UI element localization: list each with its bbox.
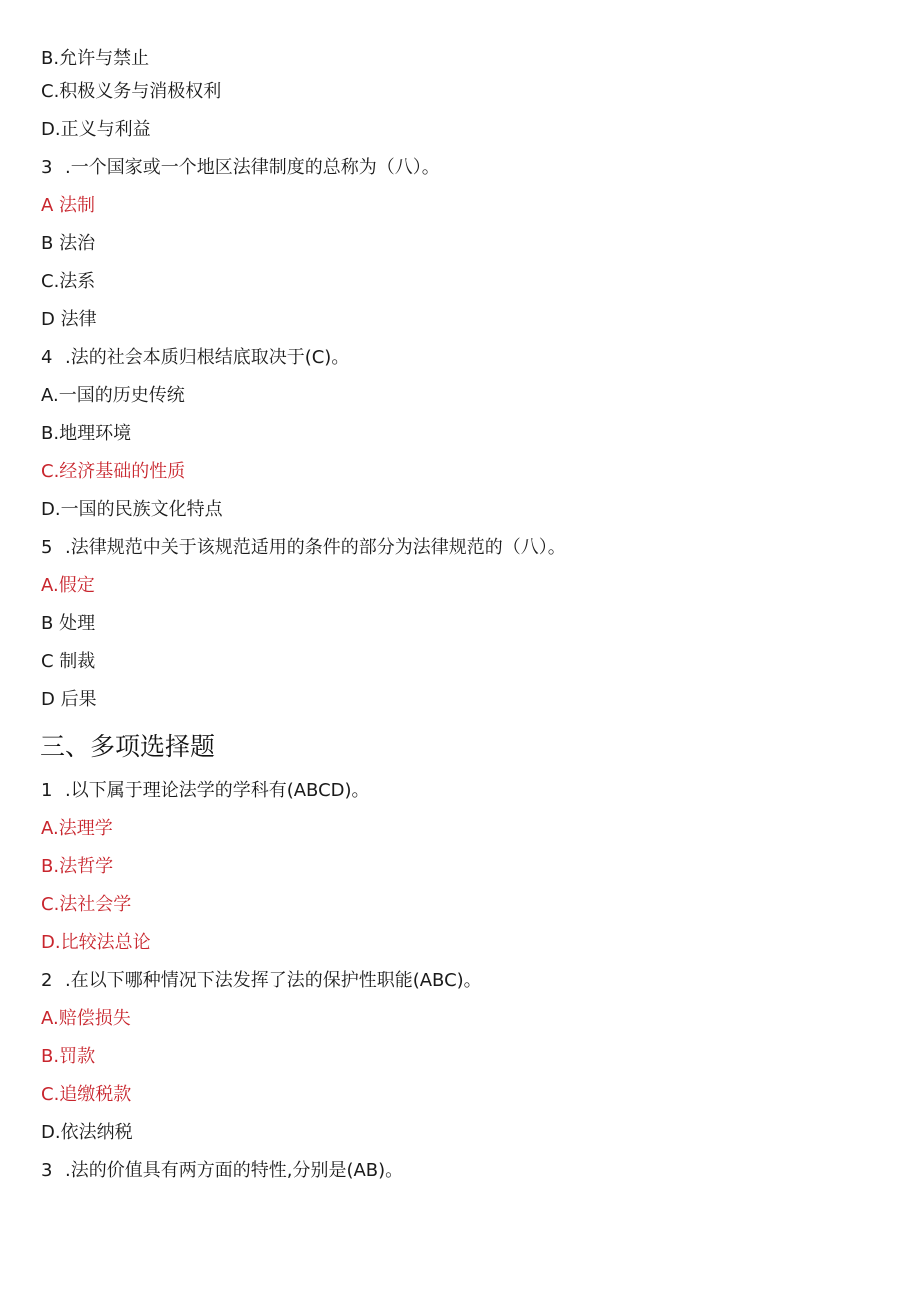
question-text: .法的社会本质归根结底取决于(C)。 <box>65 347 350 368</box>
question-line <box>41 969 482 993</box>
option-line: D.一国的民族文化特点 <box>41 499 223 520</box>
question-line <box>41 779 370 803</box>
option-line: C 制裁 <box>41 651 96 672</box>
option-line: B 处理 <box>41 613 96 634</box>
answer-option-line: A.赔偿损失 <box>41 1008 131 1029</box>
option-line: D 法律 <box>41 309 97 330</box>
option-line: C.法系 <box>41 271 96 292</box>
answer-option-line: C.法社会学 <box>41 894 132 915</box>
option-line: B.地理环境 <box>41 423 132 444</box>
option-line: D 后果 <box>41 689 97 710</box>
answer-option-line: A 法制 <box>41 195 96 216</box>
option-line: D.正义与利益 <box>41 119 151 140</box>
answer-option-line: A.假定 <box>41 575 95 596</box>
question-text: .一个国家或一个地区法律制度的总称为（八）。 <box>65 157 440 178</box>
section-heading: 三、多项选择题 <box>40 732 216 761</box>
question-line <box>41 346 349 370</box>
question-number: 5 <box>41 537 53 558</box>
option-line: A.一国的历史传统 <box>41 385 185 406</box>
question-line <box>41 156 440 180</box>
question-text: .在以下哪种情况下法发挥了法的保护性职能(ABC)。 <box>65 970 482 991</box>
question-number: 2 <box>41 970 53 991</box>
question-number: 1 <box>41 780 53 801</box>
option-line: B.允许与禁止 <box>41 48 150 69</box>
answer-option-line: C.经济基础的性质 <box>41 461 186 482</box>
option-line: D.依法纳税 <box>41 1122 133 1143</box>
option-line: C.积极义务与消极权利 <box>41 81 222 102</box>
question-line <box>41 536 566 560</box>
question-text: .以下属于理论法学的学科有(ABCD)。 <box>65 780 370 801</box>
answer-option-line: A.法理学 <box>41 818 113 839</box>
question-text: .法律规范中关于该规范适用的条件的部分为法律规范的（八）。 <box>65 537 566 558</box>
option-line: B 法治 <box>41 233 96 254</box>
question-line <box>41 1159 403 1183</box>
answer-option-line: B.罚款 <box>41 1046 96 1067</box>
answer-option-line: B.法哲学 <box>41 856 114 877</box>
answer-option-line: D.比较法总论 <box>41 932 151 953</box>
question-text: .法的价值具有两方面的特性,分别是(AB)。 <box>65 1160 404 1181</box>
question-number: 3 <box>41 157 53 178</box>
answer-option-line: C.追缴税款 <box>41 1084 132 1105</box>
question-number: 4 <box>41 347 53 368</box>
question-number: 3 <box>41 1160 53 1181</box>
